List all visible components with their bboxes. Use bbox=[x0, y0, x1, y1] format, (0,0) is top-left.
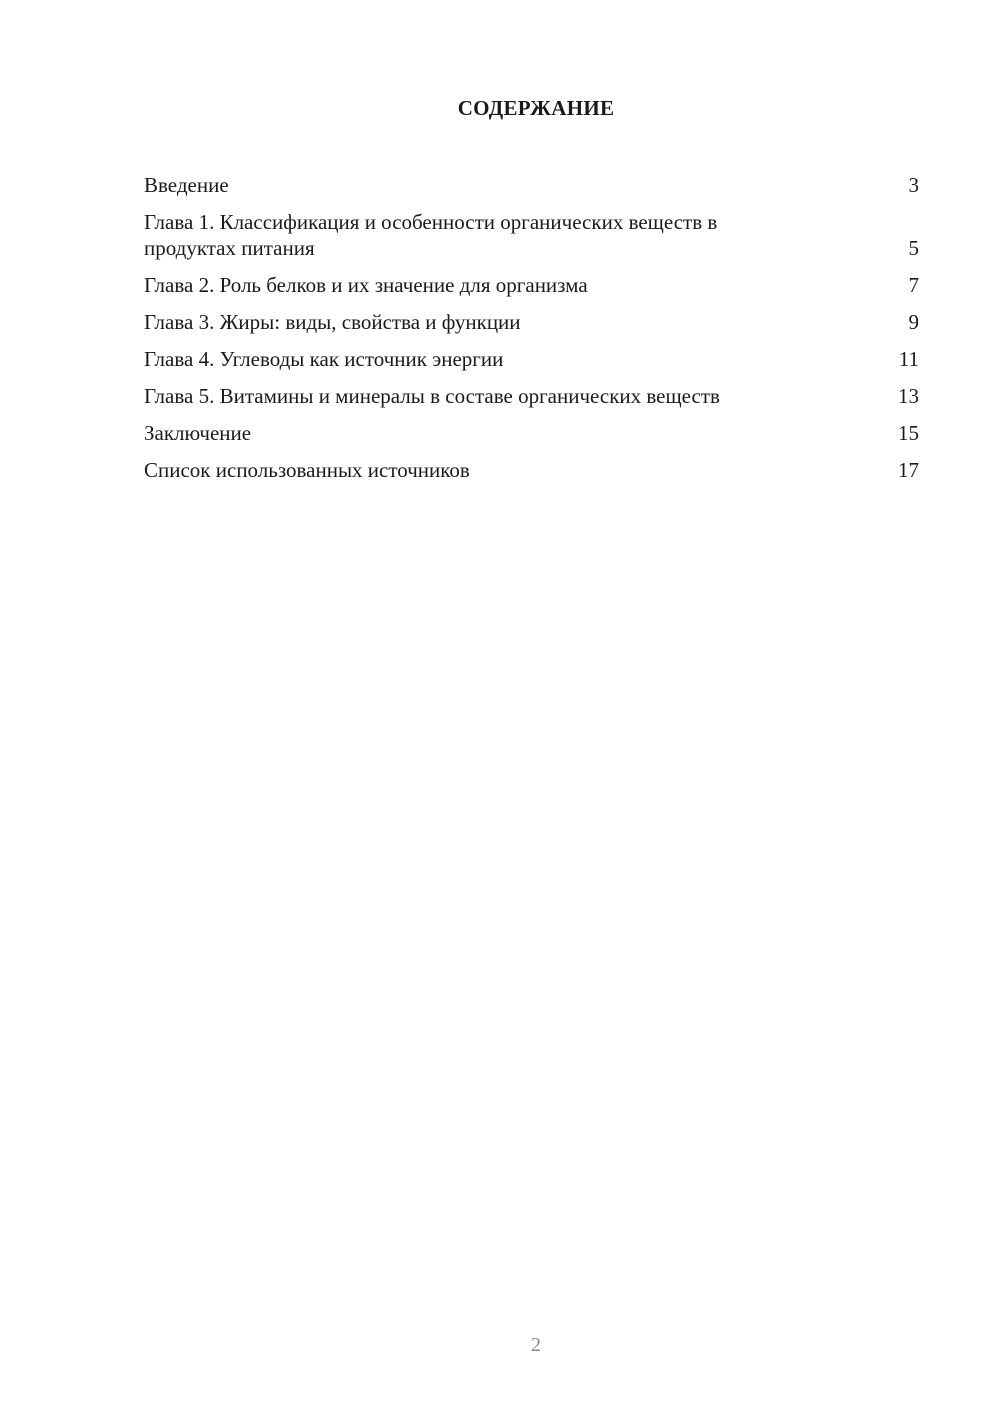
page-number: 2 bbox=[531, 1334, 541, 1356]
toc-entry-page: 9 bbox=[908, 310, 919, 334]
toc-entry-introduction[interactable] bbox=[144, 172, 919, 198]
table-of-contents bbox=[144, 172, 919, 494]
toc-entry-chapter-4[interactable] bbox=[144, 346, 919, 372]
toc-entry-page: 13 bbox=[898, 384, 919, 408]
toc-entry-chapter-3[interactable] bbox=[144, 309, 919, 335]
toc-entry-label: Глава 2. Роль белков и их значение для организма bbox=[144, 273, 588, 297]
toc-entry-page: 7 bbox=[908, 273, 919, 297]
toc-entry-chapter-2[interactable] bbox=[144, 272, 919, 298]
toc-entry-label: Список использованных источников bbox=[144, 458, 470, 482]
toc-entry-page: 11 bbox=[898, 347, 919, 371]
toc-entry-page: 17 bbox=[898, 458, 919, 482]
toc-entry-label: Глава 1. Классификация и особенности органических веществ в продуктах питания bbox=[144, 210, 718, 260]
toc-entry-page: 5 bbox=[908, 236, 919, 260]
toc-entry-label: Введение bbox=[144, 173, 229, 197]
toc-entry-conclusion[interactable] bbox=[144, 420, 919, 446]
toc-entry-label: Глава 3. Жиры: виды, свойства и функции bbox=[144, 310, 521, 334]
toc-entry-label: Глава 5. Витамины и минералы в составе органических веществ bbox=[144, 384, 720, 408]
toc-entry-chapter-1[interactable] bbox=[144, 209, 919, 261]
toc-entry-label: Заключение bbox=[144, 421, 252, 445]
toc-entry-label: Глава 4. Углеводы как источник энергии bbox=[144, 347, 504, 371]
toc-entry-page: 15 bbox=[898, 421, 919, 445]
toc-entry-references[interactable] bbox=[144, 457, 919, 483]
toc-entry-page: 3 bbox=[908, 173, 919, 197]
toc-title: СОДЕРЖАНИЕ bbox=[457, 96, 615, 120]
toc-entry-chapter-5[interactable] bbox=[144, 383, 919, 409]
